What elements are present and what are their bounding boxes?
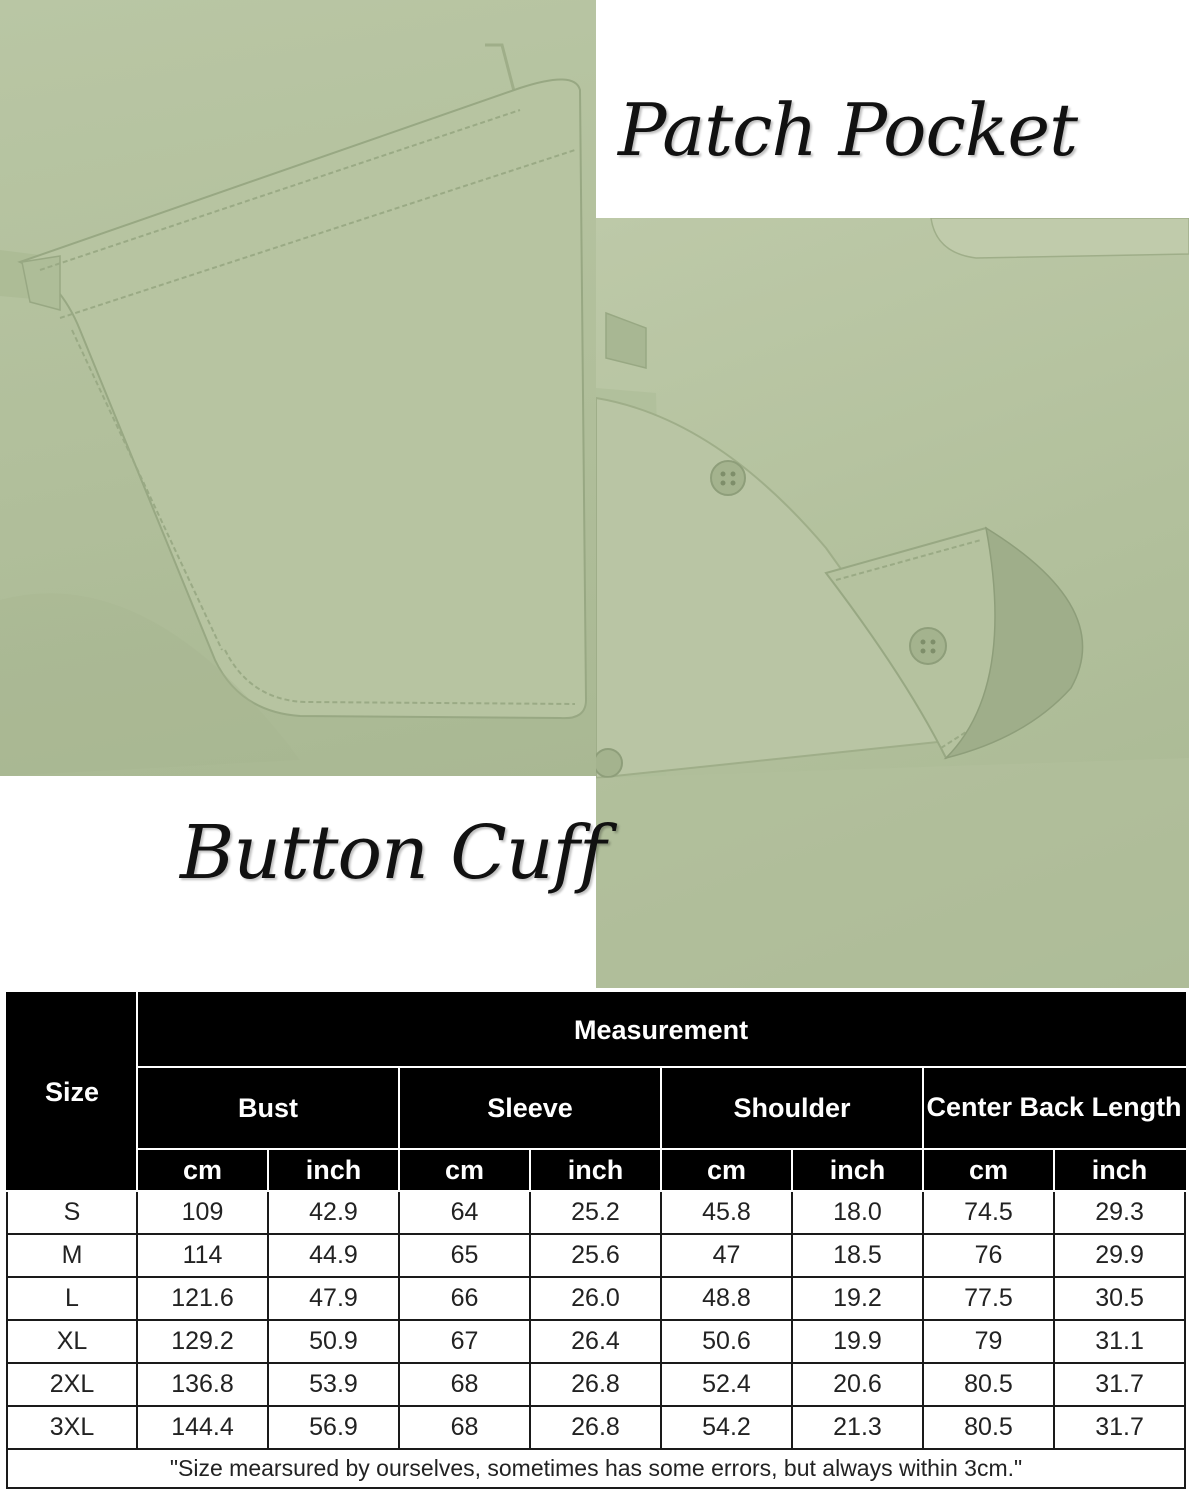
measurement-cell: 65 [399, 1234, 530, 1277]
measurement-cell: 26.8 [530, 1363, 661, 1406]
table-row [7, 1234, 1185, 1277]
measurement-cell: 25.2 [530, 1191, 661, 1234]
measurement-cell: 66 [399, 1277, 530, 1320]
measurement-cell: 47 [661, 1234, 792, 1277]
measurement-cell: 109 [137, 1191, 268, 1234]
measurement-cell: 68 [399, 1363, 530, 1406]
measurement-cell: 67 [399, 1320, 530, 1363]
shirt-cuff-icon [596, 218, 1189, 988]
unit-header-inch: inch [1054, 1149, 1185, 1191]
measurement-cell: 18.5 [792, 1234, 923, 1277]
table-row [7, 1277, 1185, 1320]
unit-header-inch: inch [530, 1149, 661, 1191]
patch-pocket-photo [0, 0, 596, 776]
measurement-cell: 25.6 [530, 1234, 661, 1277]
size-chart-table [6, 992, 1186, 1489]
measurement-cell: 74.5 [923, 1191, 1054, 1234]
measurement-cell: 29.9 [1054, 1234, 1185, 1277]
measurement-cell: 129.2 [137, 1320, 268, 1363]
measurement-cell: 29.3 [1054, 1191, 1185, 1234]
unit-header-inch: inch [792, 1149, 923, 1191]
patch-pocket-caption: Patch Pocket [618, 88, 1078, 172]
unit-row [7, 1149, 1185, 1191]
shirt-pocket-icon [0, 0, 596, 776]
table-row [7, 1406, 1185, 1449]
measurement-cell: 114 [137, 1234, 268, 1277]
measurement-cell: 19.2 [792, 1277, 923, 1320]
center-back-length-group-header: Center Back Length [923, 1067, 1185, 1149]
sleeve-group-header: Sleeve [399, 1067, 661, 1149]
measurement-cell: 50.9 [268, 1320, 399, 1363]
measurement-cell: 26.0 [530, 1277, 661, 1320]
unit-header-cm: cm [923, 1149, 1054, 1191]
shoulder-group-header: Shoulder [661, 1067, 923, 1149]
unit-header-cm: cm [399, 1149, 530, 1191]
button-cuff-photo [596, 218, 1189, 988]
measurement-cell: 42.9 [268, 1191, 399, 1234]
measurement-cell: 19.9 [792, 1320, 923, 1363]
size-cell: XL [7, 1320, 137, 1363]
size-cell: 2XL [7, 1363, 137, 1406]
measurement-cell: 56.9 [268, 1406, 399, 1449]
measurement-cell: 21.3 [792, 1406, 923, 1449]
measurement-cell: 53.9 [268, 1363, 399, 1406]
size-cell: M [7, 1234, 137, 1277]
unit-header-inch: inch [268, 1149, 399, 1191]
measurement-cell: 136.8 [137, 1363, 268, 1406]
measurement-cell: 79 [923, 1320, 1054, 1363]
measurement-cell: 64 [399, 1191, 530, 1234]
measurement-cell: 31.7 [1054, 1363, 1185, 1406]
measurement-cell: 31.7 [1054, 1406, 1185, 1449]
unit-header-cm: cm [137, 1149, 268, 1191]
measurement-cell: 20.6 [792, 1363, 923, 1406]
measurement-cell: 80.5 [923, 1363, 1054, 1406]
table-row [7, 1363, 1185, 1406]
measurement-cell: 77.5 [923, 1277, 1054, 1320]
measurement-cell: 121.6 [137, 1277, 268, 1320]
size-column-header: Size [7, 993, 137, 1191]
measurement-cell: 80.5 [923, 1406, 1054, 1449]
size-note: "Size mearsured by ourselves, sometimes has some errors, but always within 3cm." [7, 1449, 1185, 1488]
measurement-cell: 54.2 [661, 1406, 792, 1449]
measurement-header: Measurement [137, 993, 1185, 1067]
measurement-cell: 76 [923, 1234, 1054, 1277]
measurement-cell: 30.5 [1054, 1277, 1185, 1320]
table-row [7, 1320, 1185, 1363]
size-cell: L [7, 1277, 137, 1320]
measurement-cell: 52.4 [661, 1363, 792, 1406]
measurement-cell: 144.4 [137, 1406, 268, 1449]
measurement-cell: 26.4 [530, 1320, 661, 1363]
measurement-cell: 45.8 [661, 1191, 792, 1234]
measurement-cell: 44.9 [268, 1234, 399, 1277]
measurement-cell: 26.8 [530, 1406, 661, 1449]
measurement-cell: 48.8 [661, 1277, 792, 1320]
button-cuff-caption: Button Cuff [180, 810, 606, 896]
measurement-cell: 18.0 [792, 1191, 923, 1234]
measurement-cell: 47.9 [268, 1277, 399, 1320]
size-cell: 3XL [7, 1406, 137, 1449]
size-chart-body [7, 1191, 1185, 1449]
table-row [7, 1191, 1185, 1234]
unit-header-cm: cm [661, 1149, 792, 1191]
size-cell: S [7, 1191, 137, 1234]
measurement-cell: 31.1 [1054, 1320, 1185, 1363]
bust-group-header: Bust [137, 1067, 399, 1149]
measurement-cell: 68 [399, 1406, 530, 1449]
measurement-cell: 50.6 [661, 1320, 792, 1363]
